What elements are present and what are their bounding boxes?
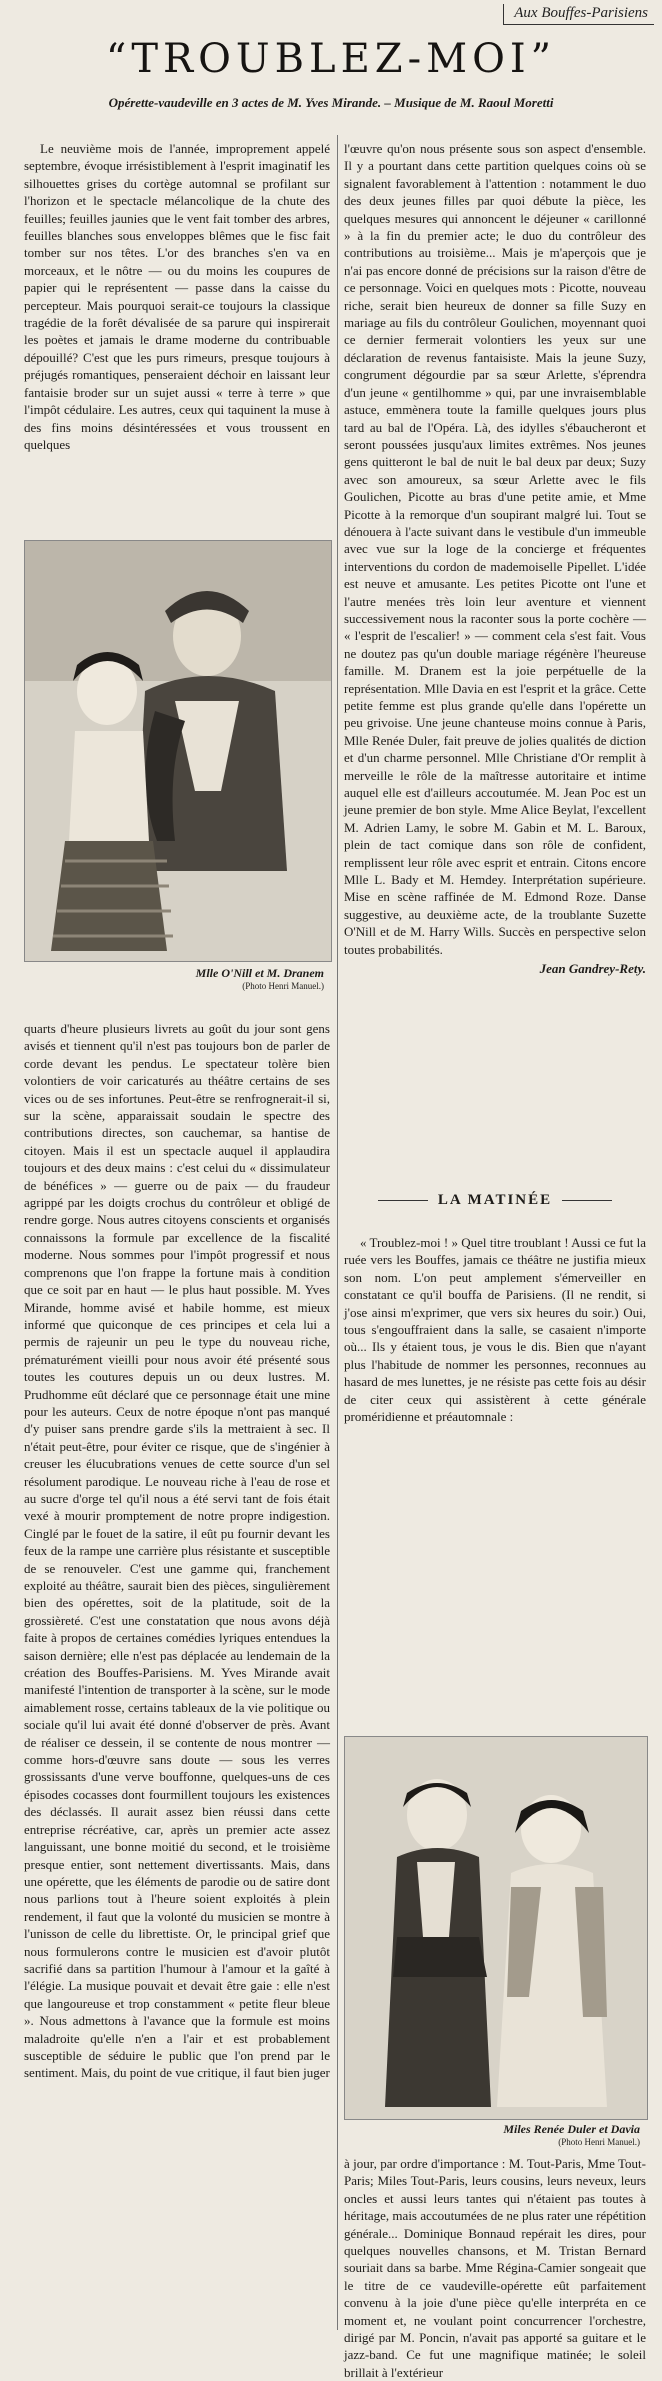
photo-illustration <box>345 1737 647 2119</box>
left-column-bottom <box>24 1020 330 2330</box>
photo2-credit: (Photo Henri Manuel.) <box>558 2137 640 2147</box>
article-subtitle: Opérette-vaudeville en 3 actes de M. Yves Mirande. – Musique de M. Raoul Moretti <box>108 95 554 110</box>
photo-oniill-dranem <box>24 540 332 962</box>
right-column-matinee <box>344 1234 646 1726</box>
photo-duler-davia <box>344 1736 648 2120</box>
photo1-credit: (Photo Henri Manuel.) <box>242 981 324 991</box>
matinee-heading <box>344 1192 646 1209</box>
paragraph: quarts d'heure plusieurs livrets au goût du jour sont gens avisés et tiennent qu'il n'est pas toujours bon de parler de corde devant les pendus. Le spectateur tolère bien volontiers de voir caricaturés au théâtre certains de ses vices ou de ses infortunes. Peut-être se renfrognerait-il si, sur la scène, apparaissait soudain le spectre des contributions directes, son cauchemar, sa hantise de citoyen. Mais il est un spectacle auquel il applaudira toujours et des deux mains : c'est celui du « dissimulateur de bénéfices » — guerre ou de paix — du fraudeur agrippé par les doigts crochus du contrôleur et obligé de rendre gorge. Nous autres citoyens conscients et organisés connaissons la formule par excellence de la fiscalité moderne. Nous sommes pour l'impôt progressif et nous comprenons que l'on frappe la fortune mais à condition que ce soit par en haut — le plus haut possible. M. Yves Mirande, homme avisé et habile homme, est mieux informé que quiconque de ces principes et cela lui a permis de rajeunir un peu le type du nouveau riche, prématurément vieilli pour nous avoir été présenté sous toutes les coutures depuis un ou deux lustres. M. Prudhomme eût déclaré que ce personnage était une mine pour les auteurs. Ceux de notre époque n'ont pas manqué d'y puiser sans prendre garde s'ils la mettraient à sec. Il n'était peut-être, pour éviter ce risque, que de s'ingénier à creuser les élucubrations venues de cette source d'un sel résolument parodique. Le nouveau riche à l'eau de rose et au sucre d'orge tel qu'il nous a été servi tant de fois était vexé à mourir promptement de notre propre indigestion. Cinglé par le fouet de la satire, il eût pu fournir devant les feux de la rampe une carrière plus résistante et susceptible de se renouveler. C'est une gamme qui, franchement exploité au théâtre, saurait bien des pièces, singulièrement bien des opérettes, soit de la platitude, soit de la grossièreté. C'est une constatation que nous avons déjà faite à propos de certaines comédies lyriques entendues la saison dernière; elle n'est pas déplacée au lendemain de la création des Bouffes-Parisiens. M. Yves Mirande avait manifesté l'intention de transporter à la scène, sur le mode aimablement rosse, certains tableaux de la vie politique ou sociale qu'il lui avait été donné d'observer de près. Avant de réaliser ce dessein, il se contente de nous montrer — comme hors-d'œuvre sans doute — sous les verres grossissants d'une verve bouffonne, quelques-uns de ces épisodes cocasses dont fourmillent toujours les existences des déclassés. Il aurait assez bien réussi dans cette entreprise récréative, car, après un premier acte assez languissant, une bonne moitié du second, et le troisième presque entier, sont nettement divertissants. Mais, dans une opérette, que les éléments de parodie ou de satire dont nous parlions tout à l'heure soient exploités à plein rendement, il faut que la volonté du musicien se montre à l'unisson de celle du librettiste. Or, le principal grief que nous formulerons contre le musicien est d'avoir plutôt sacrifié dans sa partition l'humour à l'amour et la gaîté à l'élégie. La musique pouvait et devait être gaie : elle n'est que langoureuse et trop constamment « petite fleur bleue ». Nous admettons à l'avance que la formule est moins maladroite qu'elle n'en a l'air et est probablement susceptible de séduire le public que l'on prend par le sentiment. Mais, du point de vue critique, il faut bien juger <box>24 1021 330 2081</box>
photo1-caption-text: Mlle O'Nill et M. Dranem <box>195 966 324 980</box>
photo-illustration <box>25 541 331 961</box>
heading-rule-right <box>562 1200 612 1201</box>
paragraph: l'œuvre qu'on nous présente sous son aspect d'ensemble. Il y a pourtant dans cette partition quelques coins où se signalent favorablement à l'attention : notamment le duo des deux jeunes filles par quoi débute la pièce, les quelques mesures qui annoncent le déjeuner « carillonné » à la fin du premier acte; le duo du contrôleur des contributions au troisième... Mais je m'aperçois que je n'ai pas encore donné de précisions sur la raison d'être de ce personnage. Voici en quelques mots : Picotte, nouveau riche, serait bien heureux de donner sa fille Suzy en mariage au fils du contrôleur Goulichen, moyennant quoi ce dernier fermerait volontiers les yeux sur une déclaration de revenus fantaisiste. Mais la jeune Suzy, congrument dégourdie par sa sœur Arlette, s'éprendra d'un jeune « gentilhomme » qui, par une invraisemblable astuce, emmènera toute la famille quelques jours plus tard au bal de l'Opéra. Là, des idylles s'ébaucheront et seront poussées jusqu'aux limites extrêmes. Nos jeunes gens quitteront le bal de nuit le bal deux par deux; Suzy avec son amoureux, sa sœur Arlette avec le fils Goulichen, Picotte au bras d'une petite amie, et Mme Picotte à la remorque d'un soupirant malgré lui. Tout se dénouera à l'acte suivant dans le vestibule d'un immeuble avec vue sur la loge de la concierge et fréquentes interventions du cordon de mademoiselle Pipellet. L'idée est neuve et amusante. Les petites Picotte ont l'une et l'autre menées très loin leur aventure et viennent successivement nous la raconter sous la porte cochère — « l'esprit de l'escalier! » — comment cela s'est fait. Vous ne doutez pas qu'un double mariage régénère l'heureuse famille. M. Dranem est la joie perpétuelle de la représentation. Mlle Davia en est l'esprit et la grâce. Cette petite femme est plus grande qu'elle dans l'opérette un peu grivoise. Une jeune chanteuse moins connue à Paris, Mlle Renée Duler, fait preuve de jolies qualités de diction et d'un charme personnel. Mlle Christiane d'Or remplit à merveille le rôle de la maîtresse autoritaire et intime auquel elle est d'ailleurs accoutumée. M. Jean Poc est un jeune premier de bon style. Mme Alice Beylat, l'excellent M. Adrien Lamy, le sobre M. Gabin et M. L. Baroux, plein de tact comique dans son rôle de confident, remplissent leur rôle avec esprit et entrain. Citons encore Mlle L. Bady et M. Hemdey. Interprétation supérieure. Mise en scène raffinée de M. Edmond Roze. Danse suggestive, au deuxième acte, de la troublante Suzette O'Nill et de M. Harry Wills. Succès en perspective selon toutes probabilités. <box>344 141 646 957</box>
photo1-caption <box>24 966 324 991</box>
author-signature: Jean Gandrey-Rety. <box>539 961 646 977</box>
paragraph: « Troublez-moi ! » Quel titre troublant ! Aussi ce fut la ruée vers les Bouffes, jamais ce théâtre ne justifia mieux son nom. L'on peut amplement s'émerveiller en constatant ce qu'il bouffa de Parisiens. (Il ne rendit, si j'ose ainsi m'exprimer, que vers six heures du soir.) Oui, tous s'engouffraient dans la salle, se casaient n'importe où... Ils y étaient tous, je vous le dis. Bien que n'ayant plus l'habitude de nommer les personnes, reconnues au hasard de mes lunettes, je ne résiste pas cette fois au désir de citer ceux qui assistèrent à cette générale proméridienne et préautomnale : <box>344 1235 646 1425</box>
paragraph: Le neuvième mois de l'année, improprement appelé septembre, évoque irrésistiblement à l'esprit imaginatif les silhouettes grises du cortège automnal se profilant sur l'horizon et le spectacle mélancolique de la chute des feuilles; feuilles jaunies que le vent fait tomber des arbres, feuilles blanches sous enveloppes blêmes que le fisc fait tomber sur nos têtes. L'or des branches s'en va en morceaux, et le nôtre — ou du moins les coupures de papier qui le représentent — passe dans la caisse du percepteur. Mais pourquoi serait-ce toujours la classique tragédie de la forêt dévalisée de sa parure qui inspirerait les poètes et jamais le drame moderne du contribuable dépouillé? C'est que les purs rimeurs, presque toujours à préjugés romantiques, penseraient déchoir en laissant leur fantaisie broder sur un sujet aussi « terre à terre » que l'impôt cédulaire. Les autres, ceux qui taquinent la muse à des fins moins désintéressées et vous troussent en quelques <box>24 141 330 452</box>
section-tag: Aux Bouffes-Parisiens <box>503 4 654 25</box>
column-divider <box>337 135 338 2330</box>
article-title: “TROUBLEZ-MOI” <box>105 36 557 82</box>
photo2-caption-text: Miles Renée Duler et Davia <box>503 2122 640 2136</box>
paragraph: à jour, par ordre d'importance : M. Tout-Paris, Mme Tout-Paris; Miles Tout-Paris, leurs cousins, leurs neveux, leurs oncles et aussi leurs tantes qui n'étaient pas toutes à héritage, mais accoutumées de ne plus rater une répétition générale... Dominique Bonnaud repérait les dires, pour quelques nouvelles chansons, et M. Tristan Bernard souriait dans sa barbe. Mme Régina-Camier songeait que le titre de ce vaudeville-opérette eût parfaitement convenu à la joie d'une pièce qu'elle interpréta en ce moment et, ne voulant point concurrencer l'orchestre, dirigé par M. Poncin, n'avait pas apporté sa guitare et le jazz-band. Ce fut une magnifique matinée; le soleil brillait à l'extérieur <box>344 2156 646 2380</box>
right-column-top <box>344 140 646 1176</box>
right-column-end <box>344 2155 646 2380</box>
left-column-top <box>24 140 330 530</box>
matinee-heading-text: LA MATINÉE <box>437 1192 553 1208</box>
photo2-caption <box>344 2122 640 2147</box>
heading-rule-left <box>378 1200 428 1201</box>
